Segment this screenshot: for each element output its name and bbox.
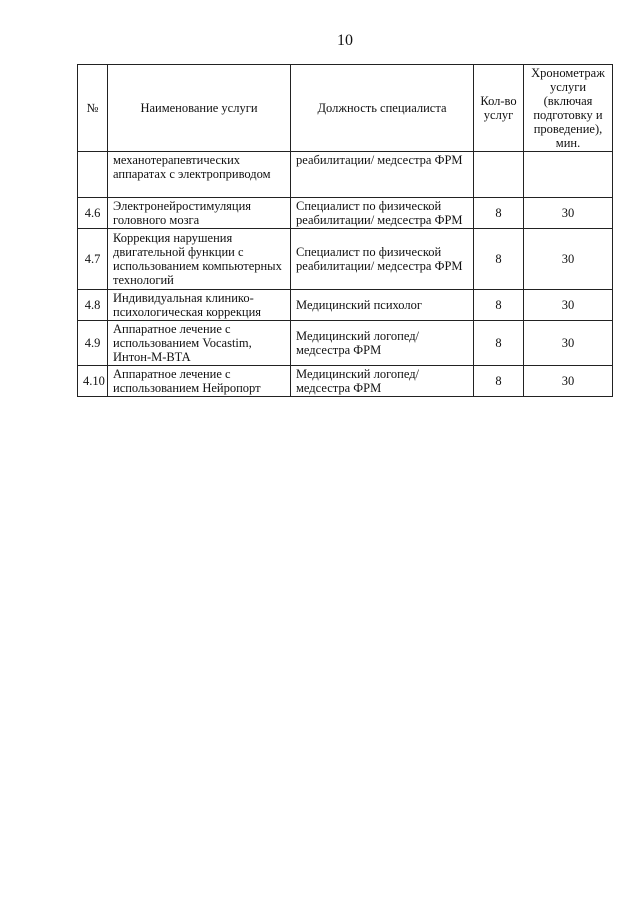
table-header-row [78,65,613,152]
cell-service-duration: 30 [524,229,613,290]
cell-service-name: Коррекция нарушения двигательной функции с использованием компьютерных технологий [108,229,291,290]
cell-service-name: Аппаратное лечение с использованием Нейропорт [108,366,291,397]
cell-service-name: Аппаратное лечение с использованием Vocastim, Интон-М-ВТА [108,321,291,366]
cell-service-duration: 30 [524,366,613,397]
cell-num: 4.9 [78,321,108,366]
cell-service-name: Электронейростимуляция головного мозга [108,198,291,229]
cell-specialist-position: Медицинский логопед/ медсестра ФРМ [291,366,474,397]
cell-service-duration: 30 [524,290,613,321]
cell-service-count: 8 [474,229,524,290]
services-table [77,64,613,397]
cell-service-name: Индивидуальная клинико-психологическая коррекция [108,290,291,321]
header-service-name: Наименование услуги [108,65,291,152]
cell-service-count: 8 [474,366,524,397]
table-row [78,290,613,321]
header-num: № [78,65,108,152]
cell-num: 4.10 [78,366,108,397]
table-row-continuation [78,152,613,198]
cell-service-duration: 30 [524,198,613,229]
table-row [78,321,613,366]
cell-num [78,152,108,198]
cell-specialist-position: Специалист по физической реабилитации/ медсестра ФРМ [291,229,474,290]
table-row [78,366,613,397]
cell-specialist-position: Медицинский логопед/ медсестра ФРМ [291,321,474,366]
cell-num: 4.8 [78,290,108,321]
header-specialist-position: Должность специалиста [291,65,474,152]
cell-specialist-position: Специалист по физической реабилитации/ медсестра ФРМ [291,198,474,229]
table-row [78,229,613,290]
cell-num: 4.7 [78,229,108,290]
cell-specialist-position: Медицинский психолог [291,290,474,321]
table-row [78,198,613,229]
page-number: 10 [337,32,353,49]
header-service-duration: Хронометраж услуги (включая подготовку и проведение), мин. [524,65,613,152]
cell-num: 4.6 [78,198,108,229]
cell-service-count: 8 [474,321,524,366]
cell-service-duration: 30 [524,321,613,366]
cell-service-count: 8 [474,290,524,321]
cell-service-name: механотерапевтических аппаратах с электроприводом [108,152,291,198]
cell-specialist-position: реабилитации/ медсестра ФРМ [291,152,474,198]
header-service-count: Кол-во услуг [474,65,524,152]
cell-service-duration [524,152,613,198]
cell-service-count: 8 [474,198,524,229]
cell-service-count [474,152,524,198]
